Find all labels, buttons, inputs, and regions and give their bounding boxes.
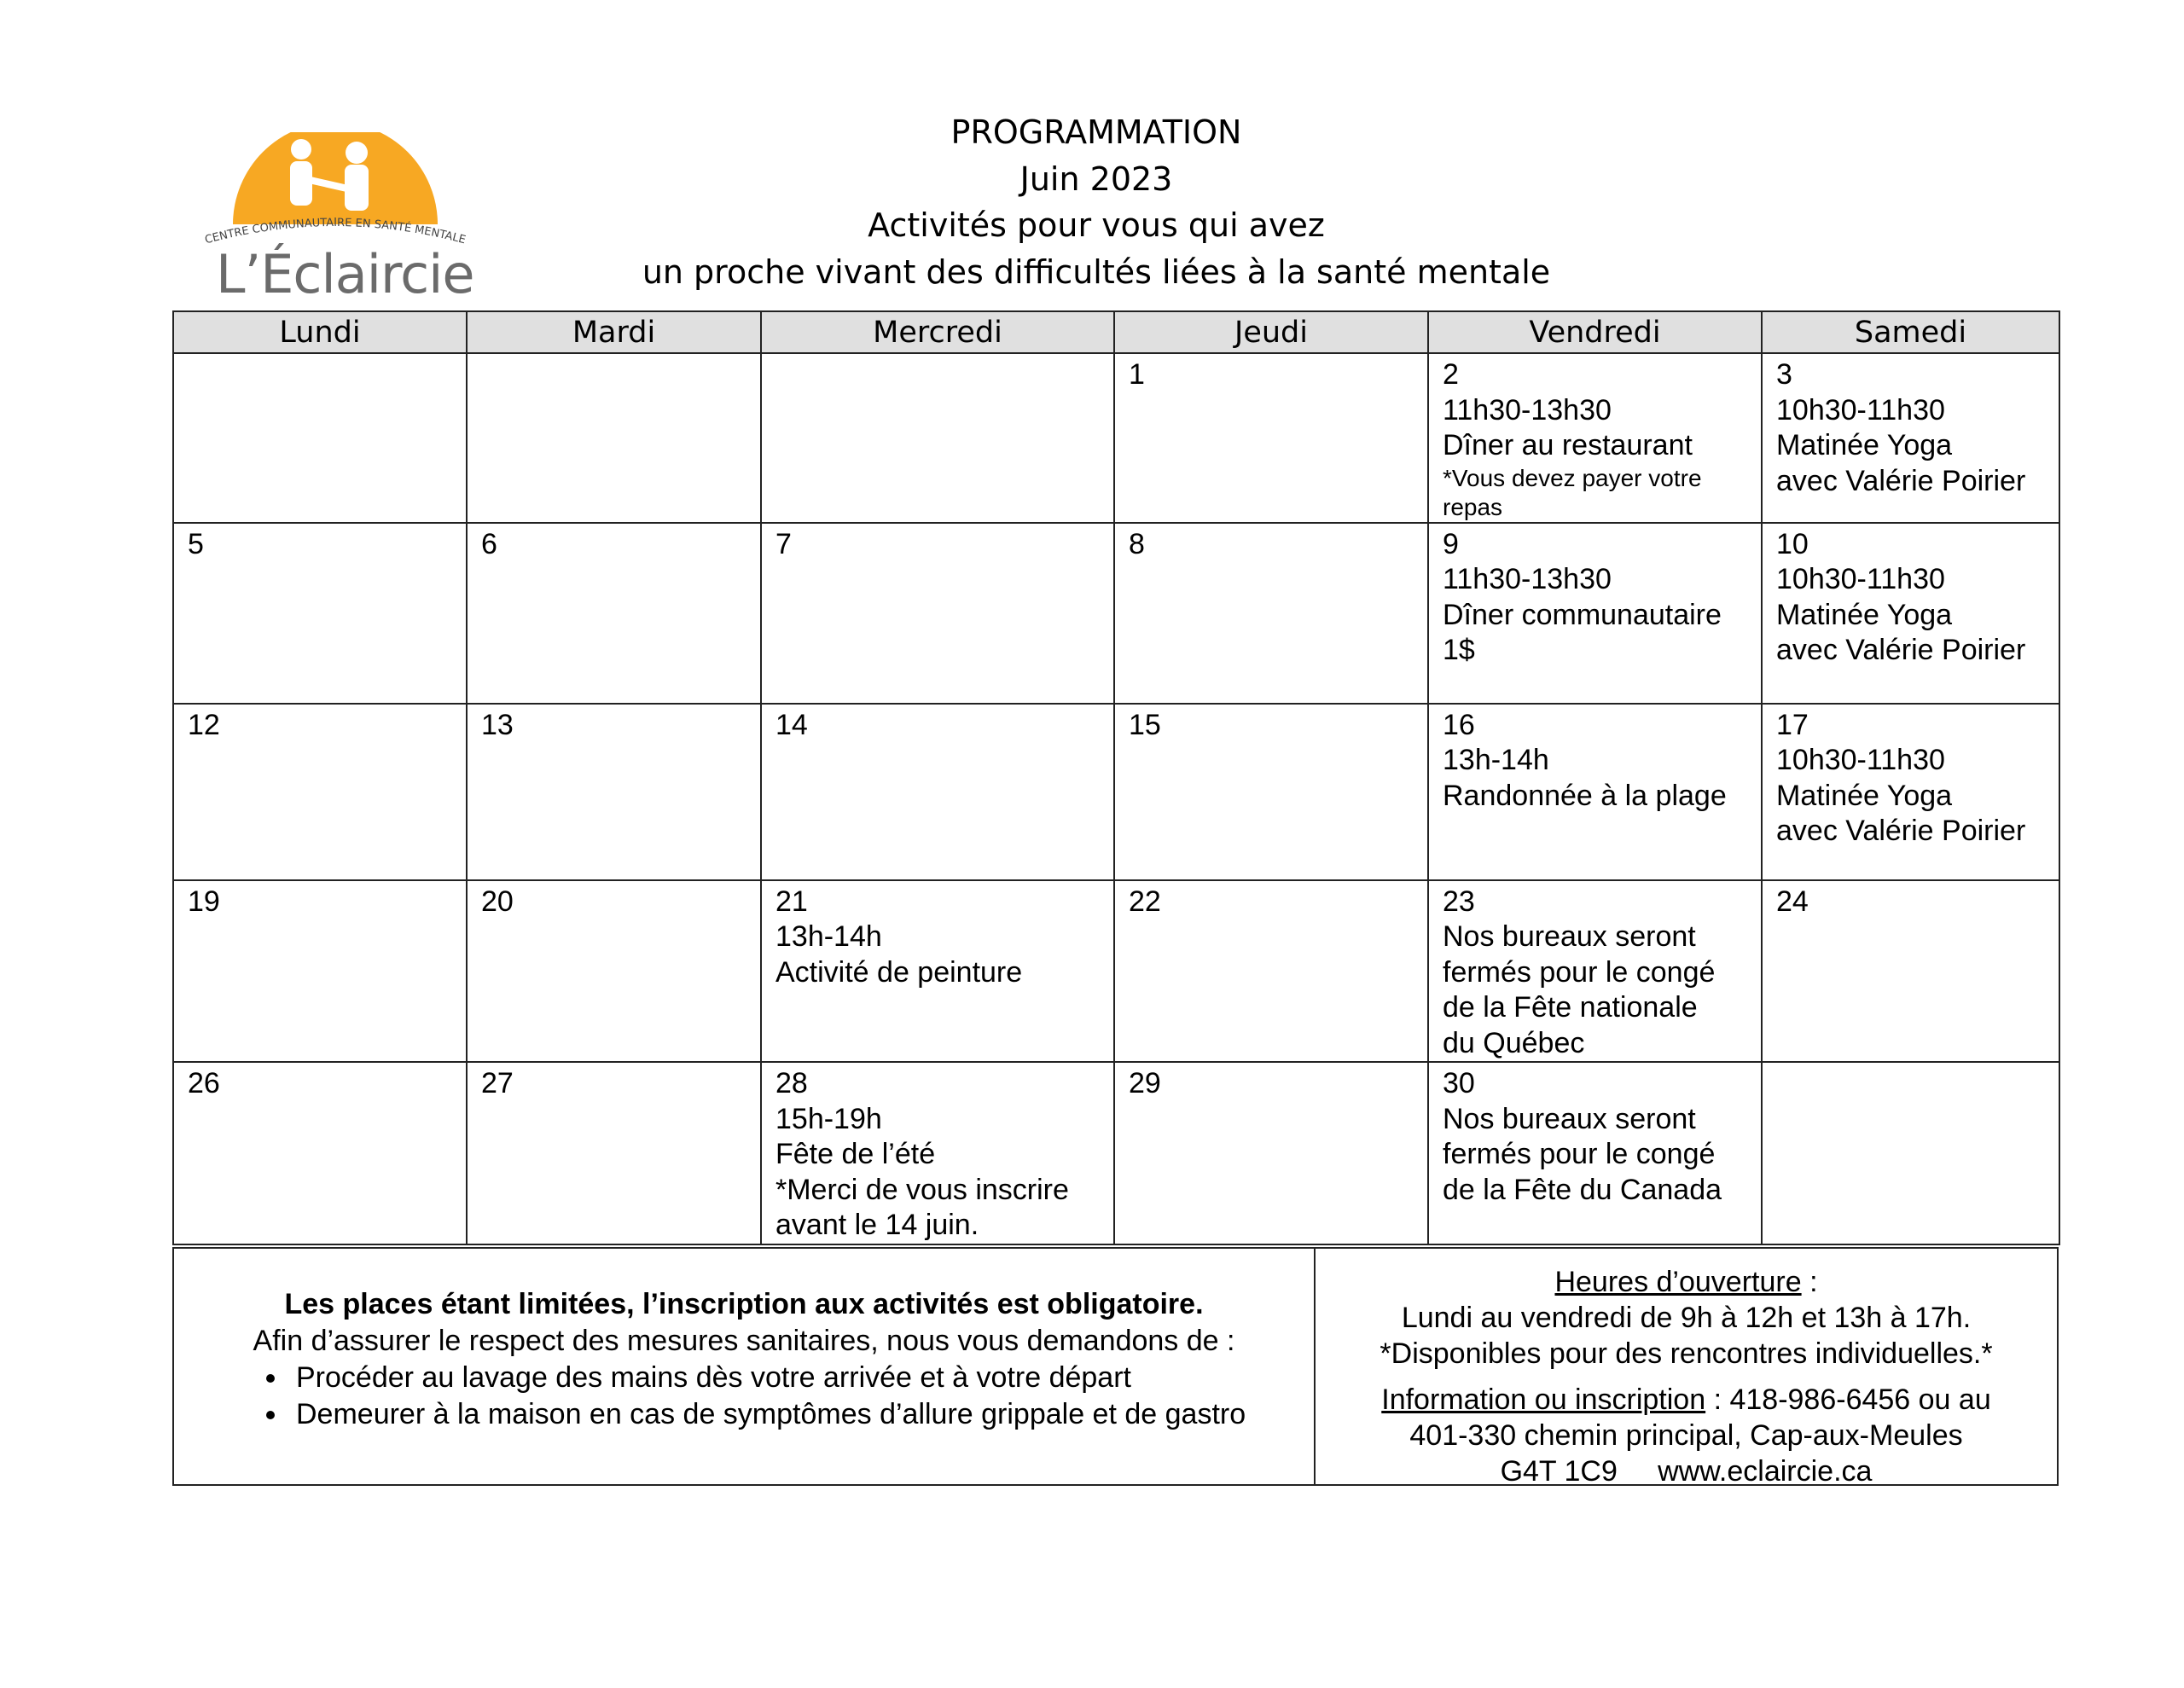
event-text: Dîner communautaire — [1443, 598, 1722, 631]
event-text: Dîner au restaurant — [1443, 429, 1693, 461]
day-number: 24 — [1776, 885, 1809, 918]
calendar-day-cell — [467, 704, 761, 880]
day-number: 20 — [481, 885, 514, 918]
event-text: Matinée Yoga — [1776, 598, 1953, 631]
calendar-day-cell — [1762, 704, 2059, 880]
day-number: 3 — [1776, 358, 1792, 391]
calendar-day-cell — [1762, 880, 2059, 1063]
opening-hours-separator: : — [1801, 1266, 1818, 1298]
calendar-day-cell — [1428, 523, 1762, 704]
calendar-day-cell — [467, 353, 761, 523]
list-item: • Demeurer à la maison en cas de symptômes d’allure grippale et de gastro — [289, 1396, 1314, 1433]
logo-tagline: CENTRE COMMUNAUTAIRE EN SANTÉ MENTALE — [203, 216, 468, 247]
list-item: • Procéder au lavage des mains dès votre arrivée et à votre départ — [289, 1360, 1314, 1396]
event-text: Fête de l’été — [775, 1138, 936, 1170]
calendar-day-cell — [1762, 1062, 2059, 1244]
organization-logo — [195, 132, 476, 303]
calendar-week-row — [173, 704, 2059, 880]
event-text: Nos bureaux seront — [1443, 920, 1696, 953]
day-header: Lundi — [173, 311, 467, 353]
event-text: 1$ — [1443, 634, 1475, 666]
event-text: 13h-14h — [775, 920, 882, 953]
day-number: 15 — [1129, 708, 1161, 741]
event-text: *Merci de vous inscrire — [775, 1173, 1069, 1206]
calendar-day-cell — [467, 523, 761, 704]
opening-hours-text: Lundi au vendredi de 9h à 12h et 13h à 17h. — [1401, 1302, 1972, 1334]
calendar-day-cell — [467, 880, 761, 1063]
calendar-day-cell — [761, 523, 1114, 704]
day-number: 9 — [1443, 527, 1459, 560]
day-number: 13 — [481, 708, 514, 741]
calendar-table — [172, 310, 2060, 1245]
address-text: 401-330 chemin principal, Cap-aux-Meules — [1409, 1419, 1963, 1452]
event-text: de la Fête nationale — [1443, 991, 1698, 1024]
event-text: 11h30-13h30 — [1443, 563, 1612, 595]
calendar-week-row — [173, 880, 2059, 1063]
day-number: 27 — [481, 1067, 514, 1099]
event-text: Matinée Yoga — [1776, 429, 1953, 461]
calendar-day-cell — [173, 880, 467, 1063]
website-link[interactable]: www.eclaircie.ca — [1658, 1455, 1873, 1488]
event-text: Activité de peinture — [775, 955, 1023, 989]
calendar-day-cell — [1428, 880, 1762, 1063]
event-text: 11h30-13h30 — [1443, 393, 1612, 426]
day-number: 30 — [1443, 1067, 1475, 1099]
registration-notice — [174, 1249, 1316, 1484]
calendar-day-cell — [1762, 523, 2059, 704]
calendar-day-cell — [761, 353, 1114, 523]
calendar-day-cell — [1428, 704, 1762, 880]
event-text: Nos bureaux seront — [1443, 1102, 1696, 1135]
calendar-day-cell — [173, 523, 467, 704]
mandatory-registration-text: Les places étant limitées, l’inscription aux activités est obligatoire. — [284, 1288, 1204, 1320]
day-header: Jeudi — [1114, 311, 1428, 353]
header-line-2: Juin 2023 — [1019, 160, 1173, 198]
calendar-day-cell — [1428, 353, 1762, 523]
postal-code: G4T 1C9 — [1500, 1455, 1618, 1488]
calendar-day-cell — [1114, 523, 1428, 704]
day-number: 17 — [1776, 708, 1809, 741]
day-number: 29 — [1129, 1067, 1161, 1099]
calendar-day-cell — [761, 704, 1114, 880]
calendar-day-cell — [1114, 880, 1428, 1063]
event-text: avant le 14 juin. — [775, 1209, 979, 1241]
day-header: Vendredi — [1428, 311, 1762, 353]
day-number: 12 — [188, 708, 220, 741]
day-number: 7 — [775, 527, 792, 560]
calendar-day-cell — [467, 1062, 761, 1244]
event-text: avec Valérie Poirier — [1776, 815, 2026, 847]
event-note: *Vous devez payer votre repas — [1443, 464, 1702, 520]
calendar-day-cell — [1428, 1062, 1762, 1244]
event-text: Randonnée à la plage — [1443, 779, 1727, 812]
day-number: 23 — [1443, 885, 1475, 918]
day-number: 26 — [188, 1067, 220, 1099]
contact-info — [1316, 1249, 2057, 1488]
event-text: Matinée Yoga — [1776, 779, 1953, 812]
day-number: 2 — [1443, 358, 1459, 391]
info-footer — [172, 1247, 2059, 1486]
calendar-day-cell — [1114, 704, 1428, 880]
day-number: 28 — [775, 1067, 808, 1099]
event-text: 10h30-11h30 — [1776, 563, 1945, 595]
calendar-week-row — [173, 1062, 2059, 1244]
event-text: fermés pour le congé — [1443, 1138, 1716, 1170]
day-header: Mercredi — [761, 311, 1114, 353]
day-number: 19 — [188, 885, 220, 918]
document-header — [597, 109, 1595, 295]
phone-text: : 418-986-6456 ou au — [1705, 1383, 1991, 1416]
calendar-header-row — [173, 311, 2059, 353]
calendar-day-cell — [173, 704, 467, 880]
event-text: 15h-19h — [775, 1102, 882, 1135]
calendar-day-cell — [761, 1062, 1114, 1244]
event-text: fermés pour le congé — [1443, 955, 1716, 989]
day-number: 5 — [188, 527, 204, 560]
day-header: Mardi — [467, 311, 761, 353]
day-number: 10 — [1776, 527, 1809, 560]
event-text: 10h30-11h30 — [1776, 744, 1945, 776]
event-text: du Québec — [1443, 1026, 1585, 1059]
calendar-day-cell — [173, 1062, 467, 1244]
sanitary-intro-text: Afin d’assurer le respect des mesures sanitaires, nous vous demandons de : — [253, 1325, 1235, 1357]
event-text: de la Fête du Canada — [1443, 1173, 1722, 1206]
calendar-week-row — [173, 523, 2059, 704]
day-number: 14 — [775, 708, 808, 741]
header-line-4: un proche vivant des difficultés liées à la santé mentale — [642, 252, 1551, 291]
event-text: avec Valérie Poirier — [1776, 464, 2026, 497]
event-text: 10h30-11h30 — [1776, 393, 1945, 426]
individual-meetings-text: *Disponibles pour des rencontres individuelles.* — [1380, 1337, 1993, 1370]
opening-hours-label: Heures d’ouverture — [1554, 1266, 1802, 1298]
calendar-day-cell — [1114, 353, 1428, 523]
day-number: 16 — [1443, 708, 1475, 741]
day-number: 21 — [775, 885, 808, 918]
calendar-day-cell — [1114, 1062, 1428, 1244]
event-text: 13h-14h — [1443, 744, 1549, 776]
information-label: Information ou inscription — [1381, 1383, 1706, 1416]
header-line-3: Activités pour vous qui avez — [868, 206, 1325, 244]
logo-name: L’Éclaircie — [216, 243, 474, 305]
calendar-day-cell — [1762, 353, 2059, 523]
calendar-day-cell — [173, 353, 467, 523]
day-number: 6 — [481, 527, 497, 560]
sun-shape — [233, 132, 438, 224]
day-header: Samedi — [1762, 311, 2059, 353]
calendar-week-row — [173, 353, 2059, 523]
day-number: 22 — [1129, 885, 1161, 918]
calendar-day-cell — [761, 880, 1114, 1063]
day-number: 8 — [1129, 527, 1145, 560]
header-line-1: PROGRAMMATION — [950, 113, 1242, 151]
day-number: 1 — [1129, 358, 1145, 391]
event-text: avec Valérie Poirier — [1776, 634, 2026, 666]
sanitary-measures-list — [174, 1360, 1314, 1433]
